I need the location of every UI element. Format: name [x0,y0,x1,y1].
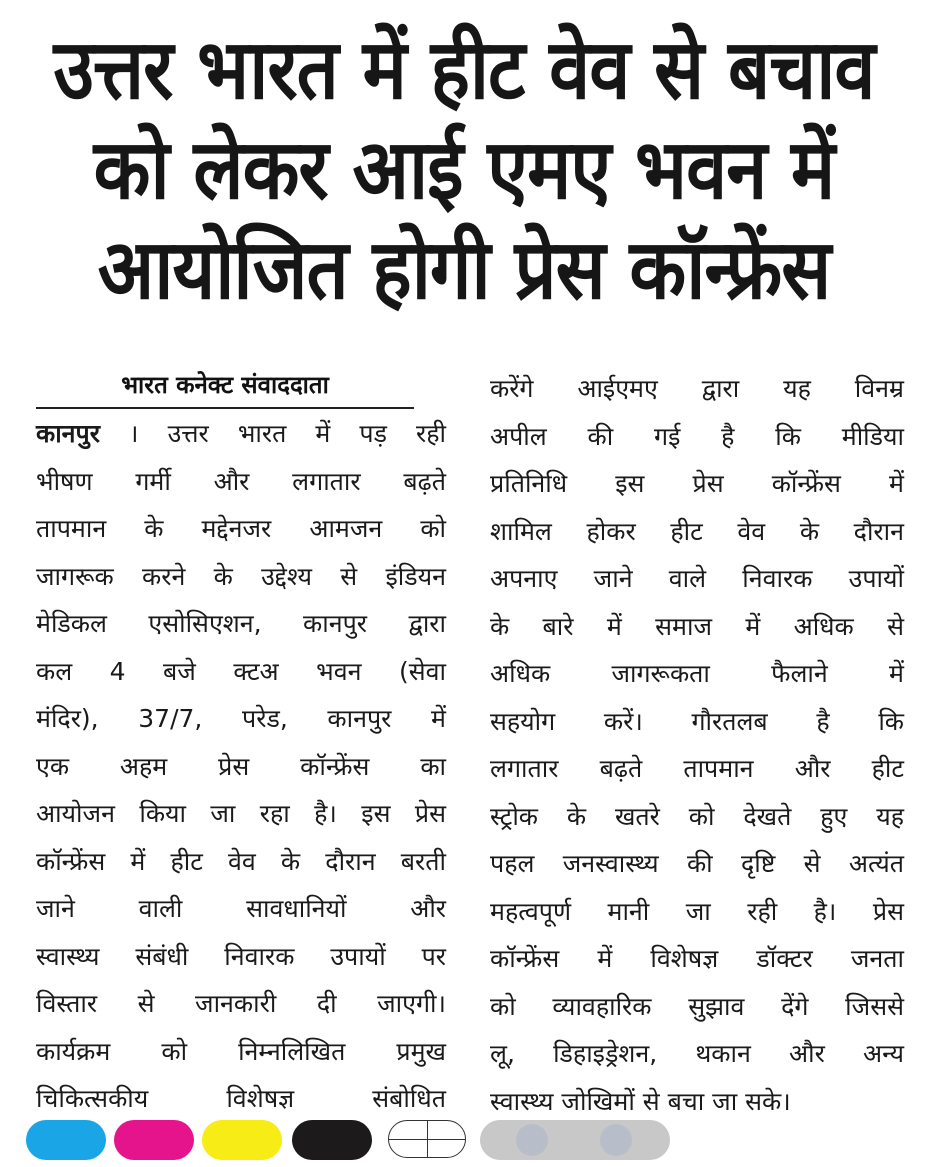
article-line: कल 4 बजे क्टअ भवन (सेवा [36,656,446,686]
grey-dot-icon [516,1124,548,1156]
black-swatch [292,1120,372,1160]
yellow-swatch [202,1120,282,1160]
grey-dot-icon [600,1124,632,1156]
registration-mark-icon [388,1120,466,1158]
article-line: स्वास्थ्य संबंधी निवारक उपायों पर [36,941,446,971]
article-line: आयोजन किया जा रहा है। इस प्रेस [36,799,446,828]
headline-line-1: उत्तर भारत में हीट वेव से बचाव [53,21,875,119]
article-line: को व्यावहारिक सुझाव देंगे जिससे [490,991,904,1021]
article-line: जाने वाली सावधानियों और [36,894,446,923]
grey-swatch [480,1120,670,1160]
headline-line-2: को लेकर आई एमए भवन में [93,121,835,219]
article-line: कार्यक्रम को निम्नलिखित प्रमुख [36,1036,446,1066]
article-line: प्रतिनिधि इस प्रेस कॉन्फ्रेंस में [490,469,904,498]
article-line: लगातार बढ़ते तापमान और हीट [490,754,904,783]
article-line: भीषण गर्मी और लगातार बढ़ते [36,466,446,496]
article-line: तापमान के मद्देनजर आमजन को [36,514,446,543]
article-line: अपील की गई है कि मीडिया [490,421,904,451]
headline-line-3: आयोजित होगी प्रेस कॉन्फ्रेंस [97,221,831,319]
article-line: मेडिकल एसोसिएशन, कानपुर द्वारा [36,609,446,638]
article-line: लू, डिहाइड्रेशन, थकान और अन्य [490,1039,904,1068]
article-line: करेंगे आईएमए द्वारा यह विनम्र [490,374,904,403]
article-line-text: । उत्तर भारत में पड़ रही [129,419,447,448]
article-line: कॉन्फ्रेंस में हीट वेव के दौरान बरती [36,846,446,876]
magenta-swatch [114,1120,194,1160]
article-line: जागरूक करने के उद्देश्य से इंडियन [36,561,446,591]
article-line [36,410,446,458]
article-line: कॉन्फ्रेंस में विशेषज्ञ डॉक्टर जनता [490,944,904,973]
article-line: मंदिर), 37/7, परेड, कानपुर में [36,704,446,733]
right-column [490,365,904,1125]
article-line: स्ट्रोक के खतरे को देखते हुए यह [490,801,904,831]
cyan-swatch [26,1120,106,1160]
article-line: एक अहम प्रेस कॉन्फ्रेंस का [36,751,446,781]
article-line: पहल जनस्वास्थ्य की दृष्टि से अत्यंत [490,849,904,878]
byline: भारत कनेक्ट संवाददाता [36,365,414,409]
left-column [36,410,446,1123]
article-line: सहयोग करें। गौरतलब है कि [490,706,904,736]
article-line: स्वास्थ्य जोखिमों से बचा जा सके। [490,1086,791,1116]
article-line: शामिल होकर हीट वेव के दौरान [490,516,904,546]
headline [20,20,908,320]
article-line: के बारे में समाज में अधिक से [490,611,904,641]
article-line: अधिक जागरूकता फैलाने में [490,659,904,688]
article-line: चिकित्सकीय विशेषज्ञ संबोधित [36,1084,446,1113]
article-line: विस्तार से जानकारी दी जाएगी। [36,989,446,1018]
article-line: महत्वपूर्ण मानी जा रही है। प्रेस [490,896,904,926]
dateline: कानपुर [36,419,100,448]
article-line: अपनाए जाने वाले निवारक उपायों [490,564,904,593]
